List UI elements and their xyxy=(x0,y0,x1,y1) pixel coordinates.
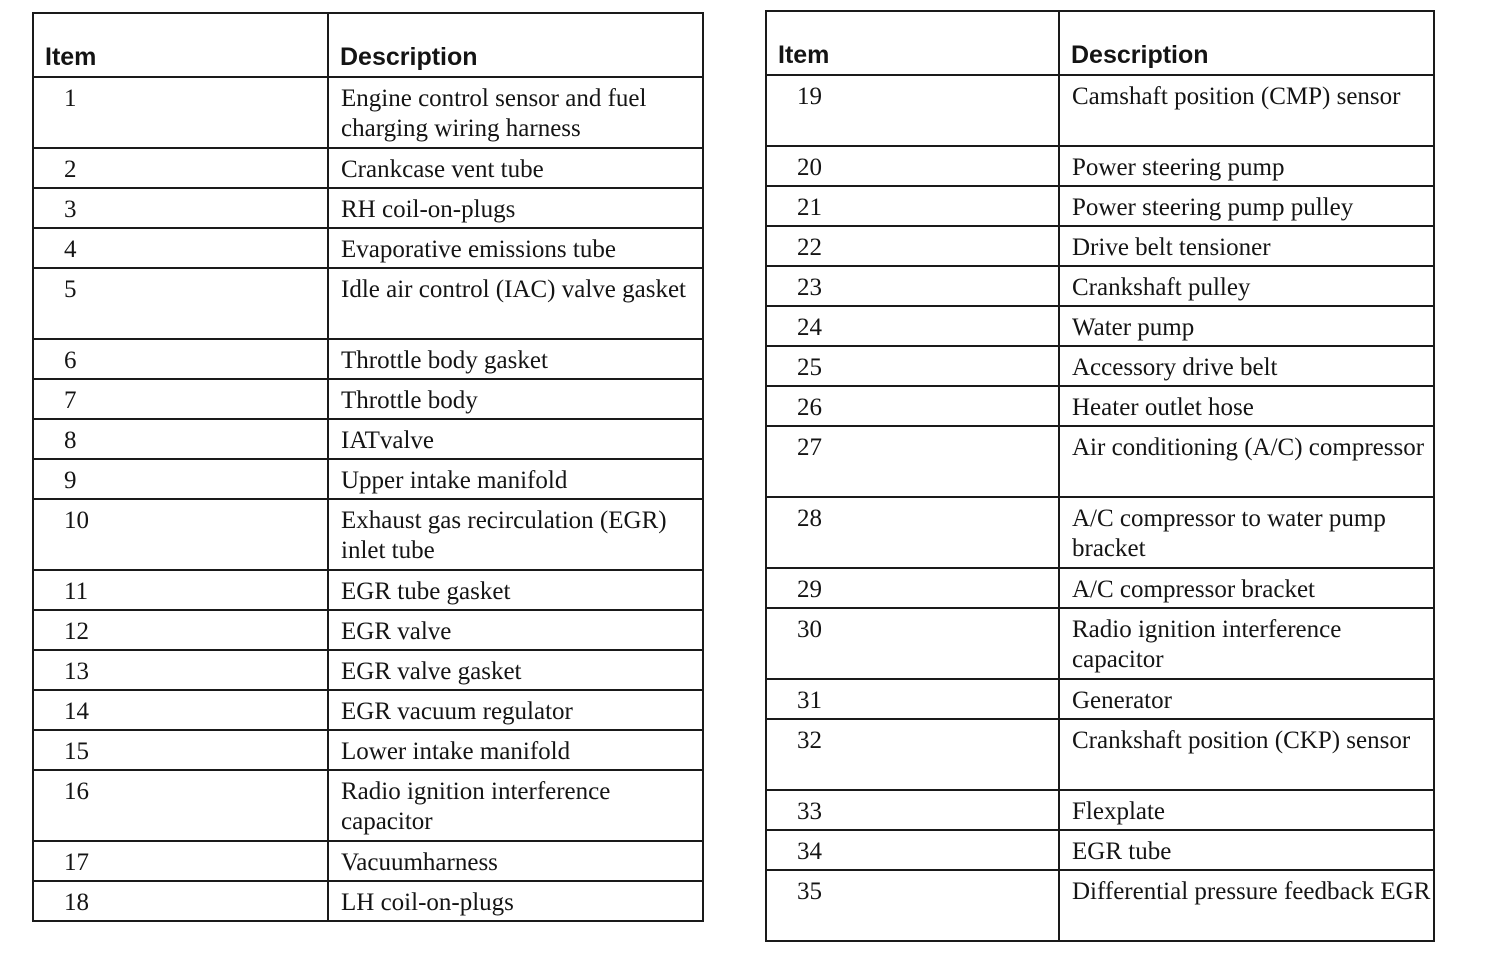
table-row xyxy=(766,608,1434,679)
item-number-cell: 3 xyxy=(33,188,328,228)
item-description-cell: EGR valve xyxy=(328,610,703,650)
item-number-cell: 35 xyxy=(766,870,1059,941)
description-column-header: Description xyxy=(1059,11,1434,75)
table-row xyxy=(766,870,1434,941)
item-description-cell: Camshaft position (CMP) sensor xyxy=(1059,75,1434,146)
item-description-cell: Generator xyxy=(1059,679,1434,719)
table-row xyxy=(766,497,1434,568)
parts-table-right-body xyxy=(766,75,1434,941)
item-description-cell: EGR tube xyxy=(1059,830,1434,870)
item-number-cell: 29 xyxy=(766,568,1059,608)
table-row xyxy=(33,881,703,921)
table-row xyxy=(33,339,703,379)
table-row xyxy=(766,568,1434,608)
item-description-cell: Idle air control (IAC) valve gasket xyxy=(328,268,703,339)
item-number-cell: 26 xyxy=(766,386,1059,426)
item-description-cell: EGR valve gasket xyxy=(328,650,703,690)
item-number-cell: 19 xyxy=(766,75,1059,146)
item-description-cell: EGR tube gasket xyxy=(328,570,703,610)
item-description-cell: IATvalve xyxy=(328,419,703,459)
table-row xyxy=(766,790,1434,830)
item-description-cell: Engine control sensor and fuel charging wiring harness xyxy=(328,77,703,148)
item-number-cell: 13 xyxy=(33,650,328,690)
table-row xyxy=(33,148,703,188)
item-description-cell: Differential pressure feedback EGR xyxy=(1059,870,1434,941)
item-description-cell: Power steering pump pulley xyxy=(1059,186,1434,226)
item-number-cell: 8 xyxy=(33,419,328,459)
table-row xyxy=(33,570,703,610)
table-row xyxy=(33,499,703,570)
table-row xyxy=(33,730,703,770)
item-description-cell: A/C compressor to water pump bracket xyxy=(1059,497,1434,568)
item-number-cell: 33 xyxy=(766,790,1059,830)
item-description-cell: Drive belt tensioner xyxy=(1059,226,1434,266)
table-row xyxy=(766,226,1434,266)
parts-table-left-body xyxy=(33,77,703,921)
table-row xyxy=(33,841,703,881)
table-row xyxy=(33,188,703,228)
item-description-cell: Evaporative emissions tube xyxy=(328,228,703,268)
table-row xyxy=(33,77,703,148)
item-number-cell: 15 xyxy=(33,730,328,770)
table-row xyxy=(766,426,1434,497)
table-row xyxy=(766,346,1434,386)
parts-table-right xyxy=(765,10,1435,942)
item-number-cell: 20 xyxy=(766,146,1059,186)
item-number-cell: 4 xyxy=(33,228,328,268)
item-description-cell: Crankshaft position (CKP) sensor xyxy=(1059,719,1434,790)
item-number-cell: 32 xyxy=(766,719,1059,790)
item-number-cell: 7 xyxy=(33,379,328,419)
item-description-cell: Radio ignition interference capacitor xyxy=(328,770,703,841)
item-description-cell: Vacuumharness xyxy=(328,841,703,881)
item-number-cell: 11 xyxy=(33,570,328,610)
item-number-cell: 9 xyxy=(33,459,328,499)
item-description-cell: A/C compressor bracket xyxy=(1059,568,1434,608)
item-description-cell: RH coil-on-plugs xyxy=(328,188,703,228)
table-row xyxy=(766,75,1434,146)
item-description-cell: EGR vacuum regulator xyxy=(328,690,703,730)
item-number-cell: 28 xyxy=(766,497,1059,568)
table-row xyxy=(33,770,703,841)
item-description-cell: Power steering pump xyxy=(1059,146,1434,186)
item-number-cell: 18 xyxy=(33,881,328,921)
item-number-cell: 17 xyxy=(33,841,328,881)
table-row xyxy=(33,379,703,419)
description-column-header: Description xyxy=(328,13,703,77)
item-description-cell: Flexplate xyxy=(1059,790,1434,830)
item-description-cell: Throttle body xyxy=(328,379,703,419)
item-description-cell: Water pump xyxy=(1059,306,1434,346)
item-description-cell: Heater outlet hose xyxy=(1059,386,1434,426)
item-number-cell: 27 xyxy=(766,426,1059,497)
item-number-cell: 1 xyxy=(33,77,328,148)
table-row xyxy=(33,690,703,730)
table-row xyxy=(766,146,1434,186)
item-description-cell: Crankshaft pulley xyxy=(1059,266,1434,306)
table-row xyxy=(33,459,703,499)
table-row xyxy=(33,650,703,690)
item-number-cell: 21 xyxy=(766,186,1059,226)
item-description-cell: Throttle body gasket xyxy=(328,339,703,379)
item-number-cell: 24 xyxy=(766,306,1059,346)
table-row xyxy=(766,266,1434,306)
item-number-cell: 2 xyxy=(33,148,328,188)
table-row xyxy=(33,419,703,459)
table-row xyxy=(33,228,703,268)
item-number-cell: 10 xyxy=(33,499,328,570)
item-number-cell: 16 xyxy=(33,770,328,841)
item-number-cell: 14 xyxy=(33,690,328,730)
table-row xyxy=(33,610,703,650)
table-row xyxy=(766,679,1434,719)
table-row xyxy=(766,830,1434,870)
table-row xyxy=(766,386,1434,426)
item-description-cell: Accessory drive belt xyxy=(1059,346,1434,386)
item-description-cell: Air conditioning (A/C) compressor xyxy=(1059,426,1434,497)
item-number-cell: 12 xyxy=(33,610,328,650)
item-number-cell: 5 xyxy=(33,268,328,339)
item-column-header: Item xyxy=(33,13,328,77)
item-description-cell: Lower intake manifold xyxy=(328,730,703,770)
item-number-cell: 34 xyxy=(766,830,1059,870)
item-number-cell: 6 xyxy=(33,339,328,379)
item-description-cell: LH coil-on-plugs xyxy=(328,881,703,921)
parts-table-left xyxy=(32,12,704,922)
item-number-cell: 30 xyxy=(766,608,1059,679)
table-row xyxy=(33,268,703,339)
table-header-row xyxy=(33,13,703,77)
item-description-cell: Crankcase vent tube xyxy=(328,148,703,188)
table-row xyxy=(766,186,1434,226)
item-description-cell: Radio ignition interference capacitor xyxy=(1059,608,1434,679)
item-number-cell: 25 xyxy=(766,346,1059,386)
table-row xyxy=(766,306,1434,346)
table-row xyxy=(766,719,1434,790)
item-description-cell: Upper intake manifold xyxy=(328,459,703,499)
item-number-cell: 22 xyxy=(766,226,1059,266)
item-number-cell: 31 xyxy=(766,679,1059,719)
item-number-cell: 23 xyxy=(766,266,1059,306)
item-column-header: Item xyxy=(766,11,1059,75)
item-description-cell: Exhaust gas recirculation (EGR) inlet tube xyxy=(328,499,703,570)
table-header-row xyxy=(766,11,1434,75)
